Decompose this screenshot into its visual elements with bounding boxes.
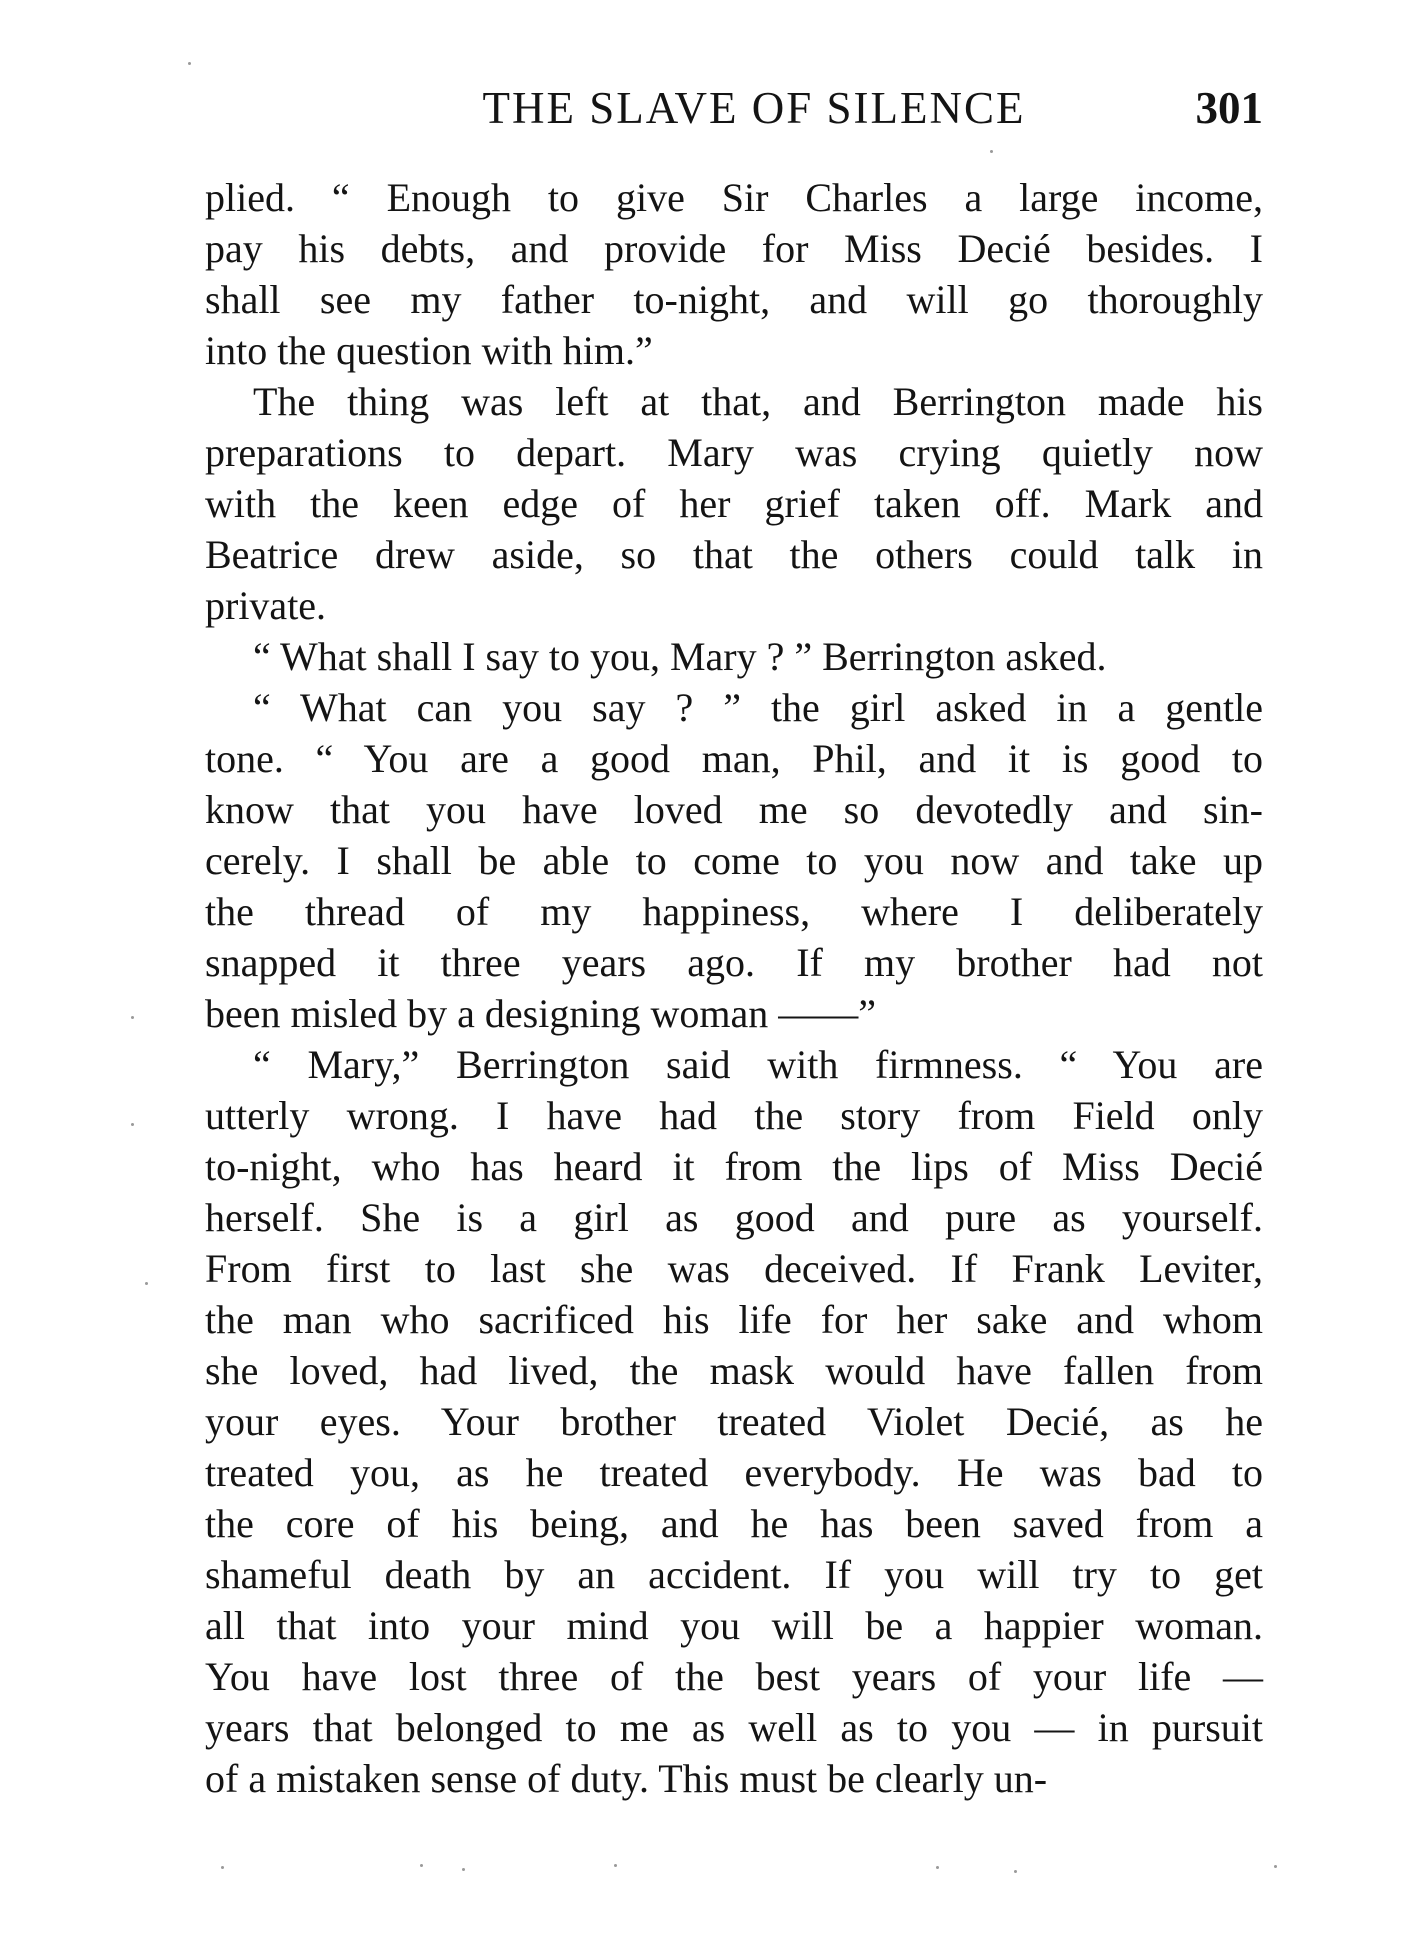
text-line: herself. She is a girl as good and pure as yourself.	[205, 1195, 1263, 1240]
text-line: The thing was left at that, and Berrington made his	[253, 379, 1263, 424]
text-line: all that into your mind you will be a happier woman.	[205, 1603, 1263, 1648]
scan-speck	[1274, 1865, 1277, 1868]
text-line: preparations to depart. Mary was crying quietly now	[205, 430, 1263, 475]
scan-speck	[420, 1864, 423, 1867]
scan-speck	[990, 150, 993, 153]
scan-speck	[1014, 1870, 1017, 1873]
page-number: 301	[1195, 83, 1263, 133]
text-line: snapped it three years ago. If my brother had not	[205, 940, 1263, 985]
paragraph	[205, 682, 1263, 1039]
text-line: with the keen edge of her grief taken off. Mark and	[205, 481, 1263, 526]
paragraph	[205, 376, 1263, 631]
text-line: “ Mary,” Berrington said with firmness. “ You are	[253, 1042, 1263, 1087]
text-line: treated you, as he treated everybody. He was bad to	[205, 1450, 1263, 1495]
text-line: cerely. I shall be able to come to you now and take up	[205, 838, 1263, 883]
scan-speck	[188, 62, 191, 65]
scan-speck	[221, 1866, 224, 1869]
paragraph	[205, 1039, 1263, 1804]
text-line: “ What can you say ? ” the girl asked in a gentle	[253, 685, 1263, 730]
text-line: to-night, who has heard it from the lips of Miss Decié	[205, 1144, 1263, 1189]
text-line: the core of his being, and he has been saved from a	[205, 1501, 1263, 1546]
text-line: From first to last she was deceived. If Frank Leviter,	[205, 1246, 1263, 1291]
scan-speck	[462, 1868, 465, 1871]
text-line: Beatrice drew aside, so that the others could talk in	[205, 532, 1263, 577]
scan-speck	[131, 1123, 134, 1126]
running-head	[205, 78, 1263, 138]
scan-speck	[614, 1864, 617, 1867]
text-line: pay his debts, and provide for Miss Decié besides. I	[205, 226, 1263, 271]
text-line: “ What shall I say to you, Mary ? ” Berrington asked.	[253, 634, 1107, 679]
paragraph	[205, 172, 1263, 376]
text-line: been misled by a designing woman ——”	[205, 991, 876, 1036]
text-line: private.	[205, 583, 327, 628]
scan-speck	[145, 1282, 148, 1285]
text-line: the thread of my happiness, where I deliberately	[205, 889, 1263, 934]
text-line: shameful death by an accident. If you will try to get	[205, 1552, 1263, 1597]
text-line: plied. “ Enough to give Sir Charles a large income,	[205, 175, 1263, 220]
text-line: know that you have loved me so devotedly and sin-	[205, 787, 1263, 832]
text-line: shall see my father to-night, and will go thoroughly	[205, 277, 1263, 322]
text-line: years that belonged to me as well as to you — in pursuit	[205, 1705, 1263, 1750]
body-text	[205, 172, 1263, 1804]
text-line: into the question with him.”	[205, 328, 653, 373]
text-line: your eyes. Your brother treated Violet Decié, as he	[205, 1399, 1263, 1444]
text-line: utterly wrong. I have had the story from Field only	[205, 1093, 1263, 1138]
text-line: she loved, had lived, the mask would have fallen from	[205, 1348, 1263, 1393]
running-title: THE SLAVE OF SILENCE	[482, 83, 1026, 133]
scan-speck	[936, 1866, 939, 1869]
text-line: of a mistaken sense of duty. This must be clearly un-	[205, 1756, 1048, 1801]
text-line: You have lost three of the best years of your life —	[205, 1654, 1263, 1699]
scan-speck	[131, 1016, 134, 1019]
text-line: tone. “ You are a good man, Phil, and it is good to	[205, 736, 1263, 781]
paragraph	[205, 631, 1263, 682]
text-line: the man who sacrificed his life for her sake and whom	[205, 1297, 1263, 1342]
